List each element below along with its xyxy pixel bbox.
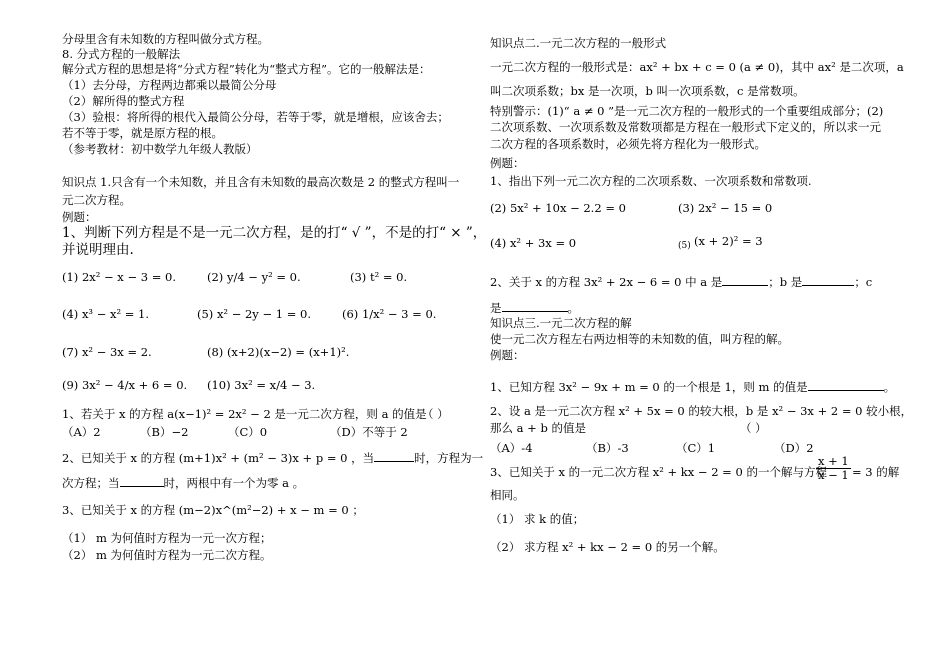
- equation-item: (8) (x+2)(x−2) = (x+1)².: [207, 345, 350, 359]
- warning-line3: 二次方程的各项系数时，必须先将方程化为一般形式。: [490, 137, 766, 151]
- step-3a: （3）验根：将所得的根代入最简公分母，若等于零，就是增根，应该舍去；: [62, 110, 449, 124]
- question-2-text-b: 时，方程为一: [414, 451, 484, 465]
- answer-blank[interactable]: [374, 450, 414, 462]
- example-label: 例题：: [490, 348, 525, 362]
- fractional-equation-definition: 分母里含有未知数的方程叫做分式方程。: [62, 32, 269, 46]
- equation-item: (3) t² = 0.: [350, 270, 408, 284]
- question-3-sub2: （2） m 为何值时方程为一元二次方程。: [62, 548, 272, 562]
- step-1: （1）去分母，方程两边都乘以最简公分母: [62, 78, 277, 92]
- answer-blank[interactable]: [808, 379, 884, 391]
- question-4-line1: 2、设 a 是一元二次方程 x² + 5x = 0 的较大根，b 是 x² − 3x + 2 = 0 较小根，: [490, 404, 913, 418]
- equation-item: (7) x² − 3x = 2.: [62, 345, 152, 359]
- option-b: （B）−2: [140, 425, 189, 439]
- equation-item: (4) x² + 3x = 0: [490, 236, 577, 250]
- fraction-numerator: x + 1: [818, 454, 849, 468]
- answer-blank-a[interactable]: [722, 274, 768, 286]
- knowledge-point-1-line2: 元二次方程。: [62, 193, 131, 207]
- step-3b: 若不等于零，就是原方程的根。: [62, 126, 223, 140]
- knowledge-point-1-line1: 知识点 1.只含有一个未知数，并且含有未知数的最高次数是 2 的整式方程叫一: [62, 175, 460, 189]
- question-2-text-e: 。: [567, 301, 579, 315]
- question-1-stem-2: 并说明理由.: [62, 242, 134, 258]
- question-2-line2: [490, 300, 579, 315]
- warning-line1: 特别警示：(1)“ a ≠ 0 ”是一元二次方程的一般形式的一个重要组成部分；(2): [490, 104, 884, 118]
- question-1-stem: 1、指出下列一元二次方程的二次项系数、一次项系数和常数项.: [490, 174, 812, 188]
- question-2-text-a: 2、已知关于 x 的方程 (m+1)x² + (m² − 3)x + p = 0 ，当: [62, 451, 375, 465]
- equation-item: (10) 3x² = x/4 − 3.: [207, 378, 316, 392]
- knowledge-point-2-title: 知识点二.一元二次方程的一般形式: [490, 36, 667, 50]
- question-2-text-c: ；c: [854, 275, 873, 289]
- question-5-sub2: （2） 求方程 x² + kx − 2 = 0 的另一个解。: [490, 540, 725, 554]
- equation-item: (1) 2x² − x − 3 = 0.: [62, 270, 176, 284]
- question-5-line1: 3、已知关于 x 的一元二次方程 x² + kx − 2 = 0 的一个解与方程: [490, 465, 827, 479]
- question-2-text-a: 2、关于 x 的方程 3x² + 2x − 6 = 0 中 a 是: [490, 275, 723, 289]
- answer-blank-c[interactable]: [502, 300, 568, 312]
- question-3-line: [490, 379, 895, 394]
- answer-paren: （ ）: [422, 407, 449, 421]
- option-c: （C）1: [676, 441, 716, 455]
- step-2: （2）解所得的整式方程: [62, 94, 185, 108]
- solution-idea-text: 解分式方程的思想是将“分式方程”转化为“整式方程”。它的一般解法是：: [62, 62, 431, 76]
- general-form-line1: 一元二次方程的一般形式是：ax² + bx + c = 0 (a ≠ 0)，其中 ax² 是二次项，a: [490, 60, 904, 74]
- option-d: （D）2: [774, 441, 814, 455]
- equation-item: (4) x³ − x² = 1.: [62, 307, 150, 321]
- equation-item: (3) 2x² − 15 = 0: [678, 201, 773, 215]
- option-c: （C）0: [228, 425, 268, 439]
- answer-blank[interactable]: [120, 475, 164, 487]
- equation-number: (5): [678, 241, 691, 251]
- fraction-denominator: x − 1: [818, 468, 849, 482]
- equation-item: (2) y/4 − y² = 0.: [207, 270, 301, 284]
- question-5-sub1: （1） 求 k 的值；: [490, 512, 585, 526]
- question-2-text-d: 是: [490, 301, 502, 315]
- question-2-line1: [490, 274, 872, 289]
- reference-text: （参考教材：初中数学九年级人教版）: [62, 142, 258, 156]
- question-a-stem: 1、若关于 x 的方程 a(x−1)² = 2x² − 2 是一元二次方程，则 a 的值是: [62, 407, 427, 421]
- question-2-line2: [62, 475, 304, 490]
- question-2-text-c: 次方程；当: [62, 476, 120, 490]
- equation-item: (x + 2)² = 3: [694, 234, 763, 248]
- question-2-text-b: ；b 是: [768, 275, 803, 289]
- answer-blank-b[interactable]: [802, 274, 854, 286]
- question-4-line2: 那么 a + b 的值是: [490, 421, 586, 435]
- question-2-text-d: 时，两根中有一个为零 a 。: [163, 476, 305, 490]
- question-3-text-b: 。: [883, 380, 896, 394]
- question-5-line1-end: = 3 的解: [852, 465, 900, 479]
- option-b: （B）-3: [586, 441, 629, 455]
- example-label: 例题：: [490, 156, 525, 170]
- question-3-sub1: （1） m 为何值时方程为一元一次方程；: [62, 531, 272, 545]
- example-label: 例题：: [62, 210, 97, 224]
- answer-paren: （ ）: [740, 421, 767, 435]
- option-a: （A）-4: [490, 441, 533, 455]
- warning-line2: 二次项系数、一次项系数及常数项都是方程在一般形式下定义的，所以求一元: [490, 120, 881, 134]
- equation-item: (5) x² − 2y − 1 = 0.: [197, 307, 311, 321]
- option-a: （A）2: [62, 425, 101, 439]
- solution-definition: 使一元二次方程左右两边相等的未知数的值，叫方程的解。: [490, 332, 789, 346]
- general-form-line2: 叫二次项系数；bx 是一次项，b 叫一次项系数，c 是常数项。: [490, 84, 805, 98]
- equation-item: (2) 5x² + 10x − 2.2 = 0: [490, 201, 626, 215]
- equation-item: (6) 1/x² − 3 = 0.: [342, 307, 437, 321]
- question-3-text-a: 1、已知方程 3x² − 9x + m = 0 的一个根是 1，则 m 的值是: [490, 380, 808, 394]
- equation-item: (9) 3x² − 4/x + 6 = 0.: [62, 378, 188, 392]
- knowledge-point-3-title: 知识点三.一元二次方程的解: [490, 316, 632, 330]
- fraction-expression: [816, 455, 851, 482]
- question-5-line2: 相同。: [490, 488, 525, 502]
- section-heading-fractional-solution: 8. 分式方程的一般解法: [62, 47, 181, 61]
- question-2-line1: [62, 450, 483, 465]
- question-1-stem: 1、判断下列方程是不是一元二次方程，是的打“ √ ”，不是的打“ × ”，: [62, 225, 487, 241]
- question-3-stem: 3、已知关于 x 的方程 (m−2)x^(m²−2) + x − m = 0 ；: [62, 503, 364, 517]
- option-d: （D）不等于 2: [330, 425, 408, 439]
